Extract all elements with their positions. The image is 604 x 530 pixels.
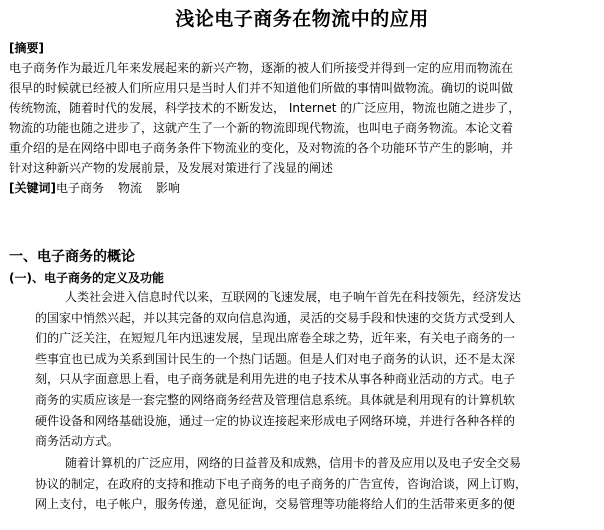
section-heading: 一、电子商务的概论 (9, 249, 135, 265)
paragraph-2 (35, 453, 597, 515)
abstract-line: 针对这种新兴产物的发展前景，及发展对策进行了浅显的阐述 (9, 161, 334, 175)
paragraph-line: 的国家中悄然兴起，并以其完备的双向信息沟通，灵活的交易手段和快速的交货方式受到人 (35, 310, 516, 325)
keywords-label: [关键词] (9, 181, 56, 195)
keyword: 电子商务 (55, 181, 104, 195)
paragraph-line: 商务的实质应该是一套完整的网络商务经营及管理信息系统。具体就是利用现有的计算机软 (35, 392, 516, 407)
paragraph-line: 协议的制定，在政府的支持和推动下电子商务的电子商务的广告宣传，咨询洽谈，网上订购， (35, 476, 528, 491)
paragraph-line: 些事宜也已成为关系到国计民生的一个热门话题。但是人们对电子商务的认识，还不是太深 (35, 351, 516, 366)
paragraph-line: 网上支付，电子帐户，服务传递，意见征询，交易管理等功能将给人们的生活带来更多的便 (35, 497, 516, 512)
abstract-label: [摘要] (9, 41, 44, 55)
abstract-line: 电子商务作为最近几年来发展起来的新兴产物，逐渐的被人们所接受并得到一定的应用而物流在 (9, 61, 514, 75)
abstract-line: 物流的功能也随之进步了，这就产生了一个新的物流即现代物流，也叫电子商务物流。本论文着 (9, 121, 514, 135)
paragraph-line: 人类社会进入信息时代以来，互联网的飞速发展，电子响午首先在科技领先，经济发达 (65, 290, 522, 304)
keyword: 影响 (156, 181, 181, 195)
abstract-line: 传统物流，随着时代的发展，科学技术的不断发达， Internet 的广泛应用，物流也随之进步了， (9, 101, 521, 115)
subsection-heading: (一)、电子商务的定义及功能 (9, 271, 164, 285)
abstract-line: 很早的时候就已经被人们所应用只是当时人们并不知道他们所做的事情叫做物流。确切的说叫做 (9, 81, 514, 95)
abstract-body (9, 58, 597, 178)
paragraph-line: 硬件设备和网络基础设施，通过一定的协议连接起来形成电子网络环境，并进行各种各样的 (35, 413, 516, 428)
paragraph-line: 们的广泛关注，在短短几年内迅速发展，呈现出席卷全球之势，近年来，有关电子商务的一 (35, 331, 516, 346)
document-title: 浅论电子商务在物流中的应用 (175, 8, 429, 30)
paragraph-line: 刻，只从字面意思上看，电子商务就是利用先进的电子技术从事各种商业活动的方式。电子 (35, 372, 516, 387)
keywords-line (9, 178, 194, 198)
abstract-line: 重介绍的是在网络中即电子商务条件下物流业的变化，及对物流的各个功能环节产生的影响，并 (9, 141, 514, 155)
paragraph-line: 商务活动方式。 (35, 434, 120, 449)
paragraph-line: 随着计算机的广泛应用，网络的日益普及和成熟，信用卡的普及应用以及电子安全交易 (65, 456, 522, 470)
keyword: 物流 (118, 181, 143, 195)
paragraph-1 (35, 287, 597, 452)
